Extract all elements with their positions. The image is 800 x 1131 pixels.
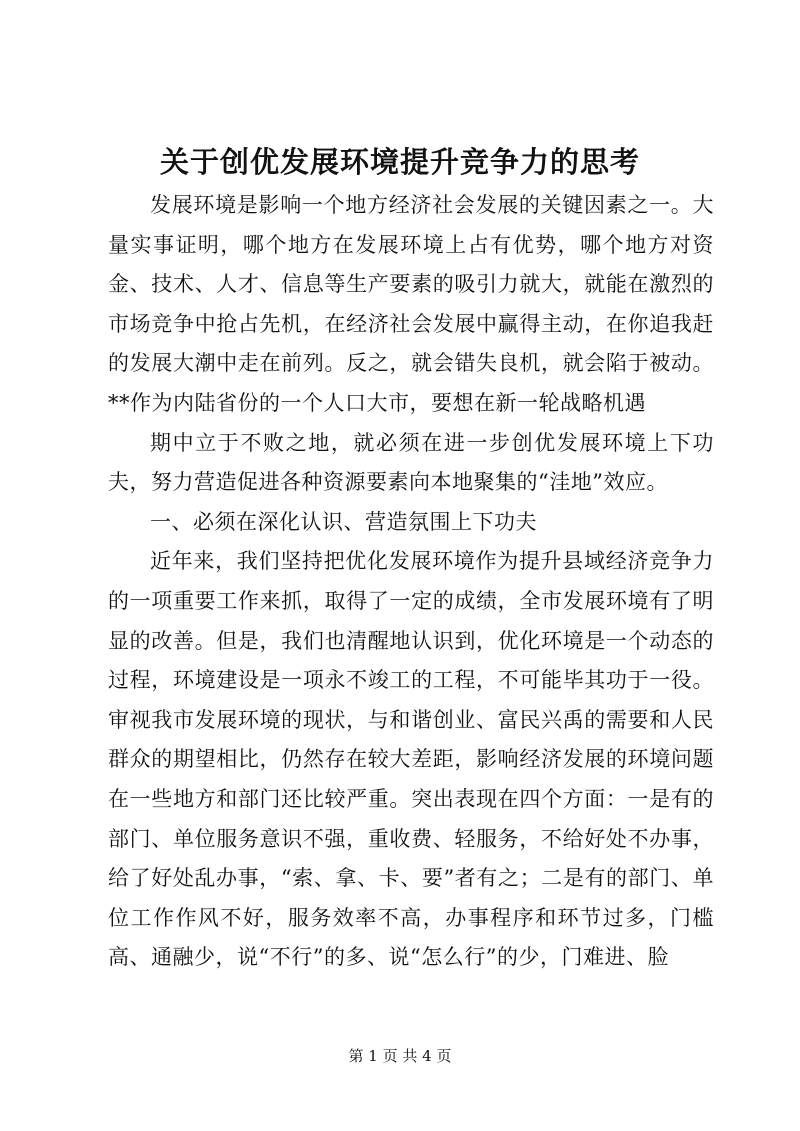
- paragraph-intro: 发展环境是影响一个地方经济社会发展的关键因素之一。大量实事证明，哪个地方在发展环境上占有优势，哪个地方对资金、技术、人才、信息等生产要素的吸引力就大，就能在激烈的市场竞争中抢占先机，在经济社会发展中赢得主动，在你追我赶的发展大潮中走在前列。反之，就会错失良机，就会陷于被动。**作为内陆省份的一个人口大市，要想在新一轮战略机遇: [108, 193, 714, 415]
- paragraph-section-1: 近年来，我们坚持把优化发展环境作为提升县域经济竞争力的一项重要工作来抓，取得了一定的成绩，全市发展环境有了明显的改善。但是，我们也清醒地认识到，优化环境是一个动态的过程，环境建设是一项永不竣工的工程，不可能毕其功于一役。审视我市发展环境的现状，与和谐创业、富民兴禹的需要和人民群众的期望相比，仍然存在较大差距，影响经济发展的环境问题在一些地方和部门还比较严重。突出表现在四个方面：一是有的部门、单位服务意识不强，重收费、轻服务，不给好处不办事，给了好处乱办事，“索、拿、卡、要”者有之；二是有的部门、单位工作作风不好，服务效率不高，办事程序和环节过多，门槛高、通融少，说“不行”的多、说“怎么行”的少，门难进、脸: [108, 549, 714, 970]
- page-number-footer: 第 1 页 共 4 页: [348, 1047, 452, 1065]
- paragraph-continuation: 期中立于不败之地，就必须在进一步创优发展环境上下功夫，努力营造促进各种资源要素向本地聚集的“洼地”效应。: [108, 430, 714, 495]
- document-body: [108, 186, 714, 978]
- section-heading-1: 一、必须在深化认识、营造氛围上下功夫: [150, 509, 537, 534]
- document-title: 关于创优发展环境提升竞争力的思考: [159, 145, 640, 179]
